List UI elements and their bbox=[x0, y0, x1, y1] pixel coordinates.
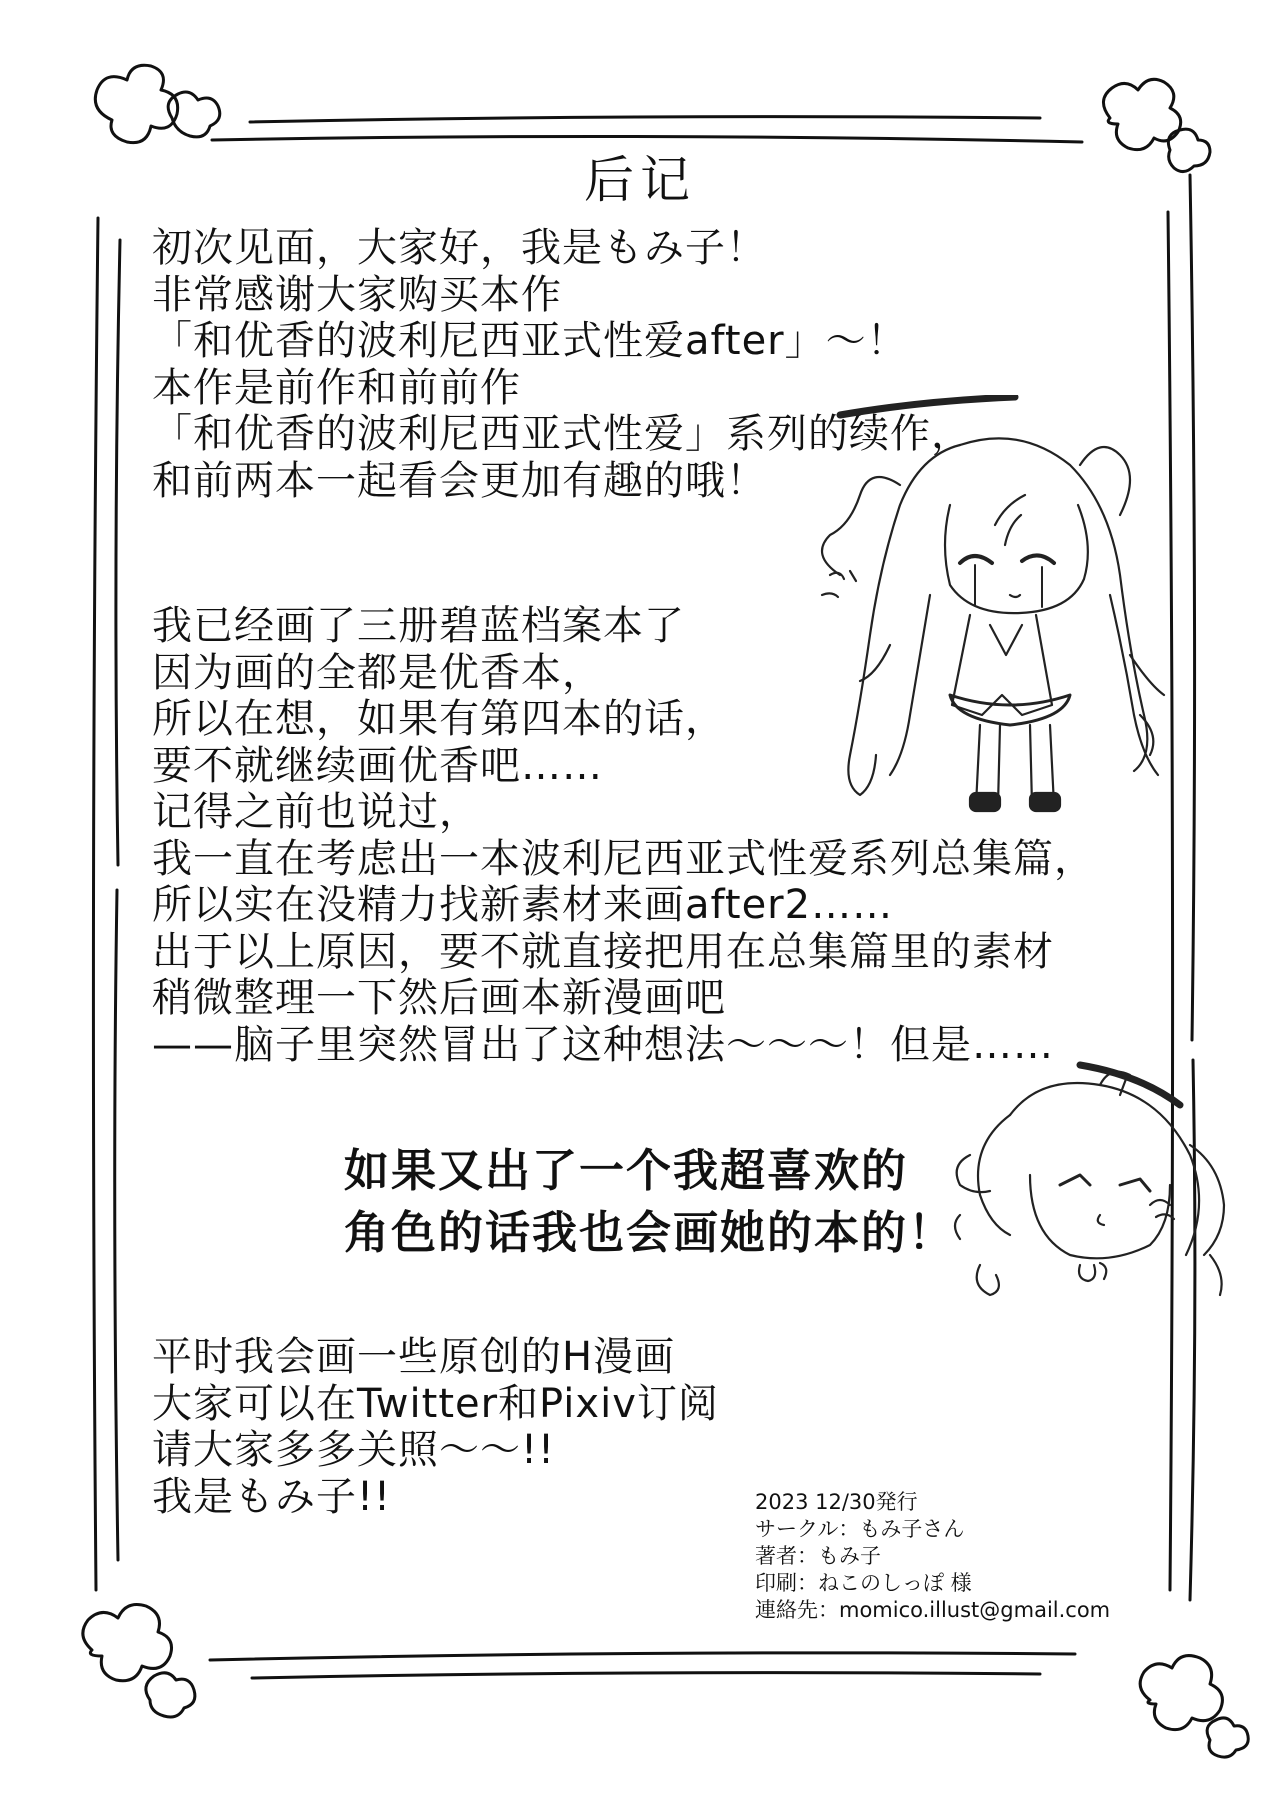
emphasis-line: 角色的话我也会画她的本的！ bbox=[344, 1206, 956, 1259]
page-title: 后记 bbox=[584, 151, 696, 209]
colophon-author: 著者：もみ子 bbox=[755, 1544, 881, 1568]
paragraph-intro bbox=[152, 225, 972, 504]
paragraph-emphasis bbox=[344, 1140, 955, 1264]
border-right-line bbox=[1168, 212, 1173, 1590]
text-line: 平时我会画一些原创的H漫画 bbox=[152, 1334, 676, 1380]
chibi-face-illustration bbox=[950, 1055, 1240, 1325]
text-line: 稍微整理一下然后画本新漫画吧 bbox=[152, 975, 726, 1021]
text-line: ——脑子里突然冒出了这种想法～～～！但是…… bbox=[152, 1021, 1054, 1068]
colophon-circle: サークル：もみ子さん bbox=[755, 1517, 965, 1541]
text-line: 出于以上原因，要不就直接把用在总集篇里的素材 bbox=[152, 928, 1054, 975]
text-line: 记得之前也说过， bbox=[152, 789, 480, 835]
text-line: 和前两本一起看会更加有趣的哦！ bbox=[152, 457, 767, 504]
colophon-contact: 連絡先：momico.illust@gmail.com bbox=[755, 1598, 1111, 1622]
text-line: 大家可以在Twitter和Pixiv订阅 bbox=[152, 1380, 719, 1427]
text-line: 我是もみ子!! bbox=[152, 1473, 392, 1520]
text-line: 请大家多多关照～～!! bbox=[152, 1427, 556, 1473]
colophon-date: 2023 12/30発行 bbox=[755, 1490, 918, 1514]
border-bottom-line bbox=[210, 1653, 1075, 1660]
border-top-line-2 bbox=[212, 136, 1082, 142]
text-line: 因为画的全都是优香本， bbox=[152, 649, 603, 696]
text-line: 所以实在没精力找新素材来画after2…… bbox=[152, 882, 894, 928]
flourish-top-left bbox=[95, 65, 219, 142]
halo-icon bbox=[1080, 1065, 1180, 1105]
paragraph-closing bbox=[152, 1334, 719, 1520]
colophon-printer: 印刷：ねこのしっぽ 様 bbox=[755, 1571, 972, 1595]
border-left-line-2 bbox=[115, 240, 120, 1560]
colophon bbox=[755, 1489, 1110, 1624]
text-line: 「和优香的波利尼西亚式性爱after」～！ bbox=[152, 318, 908, 364]
border-bottom-line-2 bbox=[252, 1673, 1040, 1678]
border-left-line bbox=[93, 218, 98, 1590]
paragraph-story bbox=[152, 603, 1095, 1068]
border-right-line-2 bbox=[1190, 175, 1195, 1600]
text-line: 非常感谢大家购买本作 bbox=[152, 271, 562, 318]
text-line: 本作是前作和前前作 bbox=[152, 364, 521, 411]
emphasis-line: 如果又出了一个我超喜欢的 bbox=[344, 1144, 909, 1197]
text-line: 我已经画了三册碧蓝档案本了 bbox=[152, 603, 685, 649]
text-line: 初次见面，大家好，我是もみ子！ bbox=[152, 225, 767, 271]
text-line: 我一直在考虑出一本波利尼西亚式性爱系列总集篇， bbox=[152, 835, 1095, 882]
flourish-bottom-left bbox=[83, 1605, 195, 1718]
flourish-bottom-right bbox=[1140, 1656, 1248, 1758]
text-line: 「和优香的波利尼西亚式性爱」系列的续作， bbox=[152, 411, 972, 457]
border-top-line bbox=[250, 117, 1040, 122]
text-line: 要不就继续画优香吧…… bbox=[152, 742, 603, 789]
text-line: 所以在想，如果有第四本的话， bbox=[152, 696, 726, 742]
